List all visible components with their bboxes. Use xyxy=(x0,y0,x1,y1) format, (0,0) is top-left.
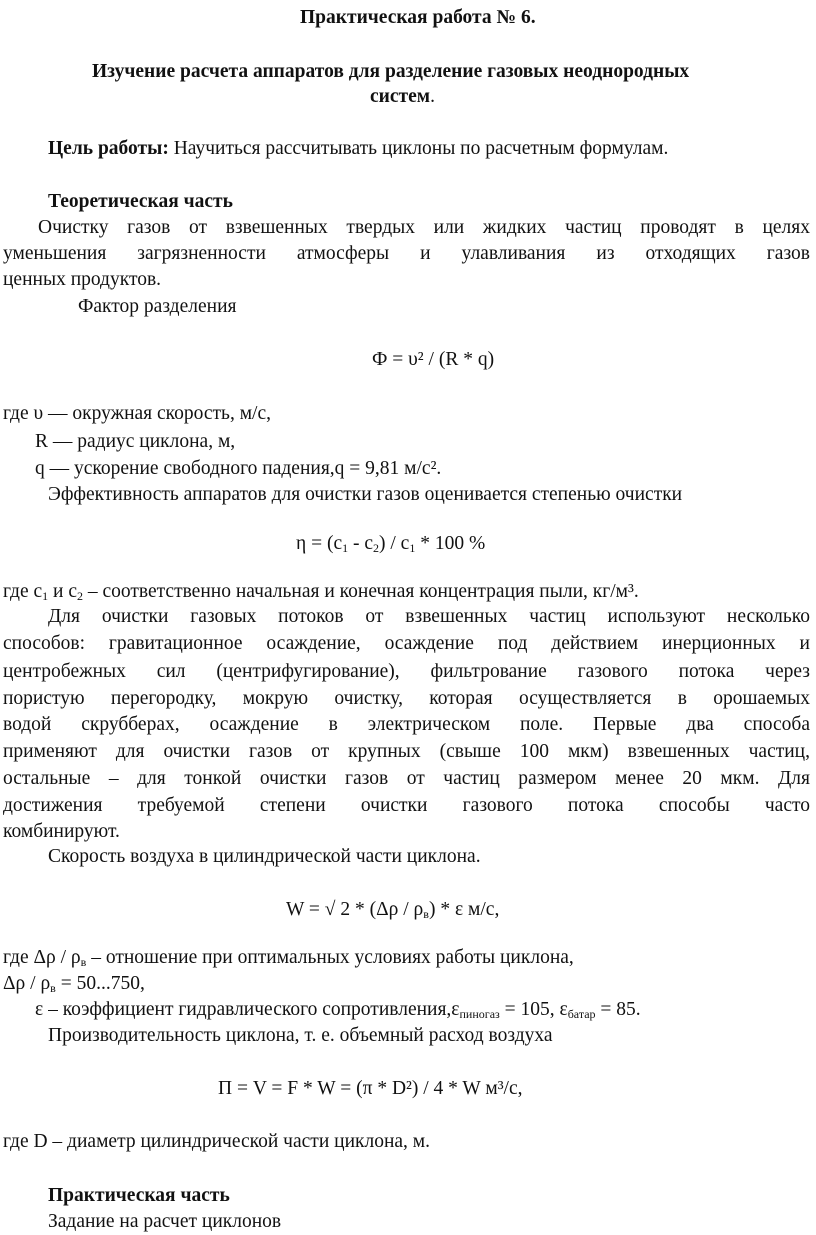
w3-l3c: = 85. xyxy=(595,999,641,1020)
practice-heading: Практическая часть xyxy=(48,1185,230,1206)
subtitle-line-2-end: . xyxy=(430,86,435,107)
theory-p1-line-2: уменьшения загрязненности атмосферы и улавливания из отходящих газов xyxy=(3,243,810,264)
efficiency-text: Эффективность аппаратов для очистки газов оценивается степенью очистки xyxy=(48,484,683,505)
f2-c: ) / c xyxy=(379,533,410,554)
f3-a: W = √ 2 * (Δρ / ρ xyxy=(286,899,424,920)
f2-b: - c xyxy=(348,533,373,554)
factor-label: Фактор разделения xyxy=(78,296,237,317)
productivity-text: Производительность циклона, т. е. объемный расход воздуха xyxy=(48,1025,553,1046)
f3-s1: в xyxy=(423,907,429,921)
where4-line: где D – диаметр цилиндрической части циклона, м. xyxy=(3,1131,431,1152)
theory-p2-line-9: комбинируют. xyxy=(3,821,120,842)
theory-p2-line-8: достижения требуемой степени очистки газового потока способы часто xyxy=(3,795,810,816)
subtitle-line-2-text: систем xyxy=(370,86,431,107)
where1-line-2: R — радиус циклона, м, xyxy=(35,431,236,452)
where3-line-1 xyxy=(3,944,574,971)
theory-p1-line-1: Очистку газов от взвешенных твердых или жидких частиц проводят в целях xyxy=(38,217,810,238)
w3-l1b: – отношение при оптимальных условиях работы циклона, xyxy=(86,947,574,968)
w2-s2: 2 xyxy=(76,589,83,603)
theory-p2-line-4: пористую перегородку, мокрую очистку, которая осуществляется в орошаемых xyxy=(3,688,810,709)
w3-l3s2: батар xyxy=(567,1007,596,1021)
theory-p2-line-2: способов: гравитационное осаждение, осаждение под действием инерционных и xyxy=(3,633,810,654)
theory-p2-line-6: применяют для очистки газов от крупных (свыше 100 мкм) взвешенных частиц, xyxy=(3,741,810,762)
subtitle-line-1: Изучение расчета аппаратов для разделение газовых неоднородных xyxy=(92,61,690,82)
w2-s1: 1 xyxy=(42,589,49,603)
formula-air-speed xyxy=(286,896,499,923)
f2-d: * 100 % xyxy=(415,533,486,554)
f3-b: ) * ε м/с, xyxy=(428,899,500,920)
where3-line-3 xyxy=(35,996,641,1023)
goal-text: Научиться рассчитывать циклоны по расчетным формулам. xyxy=(168,138,669,159)
where1-line-1: где υ — окружная скорость, м/с, xyxy=(3,403,271,424)
goal-line xyxy=(48,135,668,162)
f2-a: η = (c xyxy=(296,533,343,554)
f2-s3: 1 xyxy=(409,541,416,555)
w3-l3a: ε – коэффициент гидравлического сопротивления,ε xyxy=(35,999,460,1020)
formula-separation-factor: Ф = υ² / (R * q) xyxy=(372,349,495,370)
where2-line xyxy=(3,578,639,605)
f2-s1: 1 xyxy=(342,541,349,555)
w3-l1a: где Δρ / ρ xyxy=(3,947,81,968)
where3-line-2 xyxy=(3,970,145,997)
theory-p2-line-5: водой скрубберах, осаждение в электрическом поле. Первые два способа xyxy=(3,714,810,735)
w3-l2a: Δρ / ρ xyxy=(3,973,51,994)
w3-l1s: в xyxy=(80,955,87,969)
w3-l3s1: пиногаз xyxy=(459,1007,500,1021)
f2-s2: 2 xyxy=(373,541,379,555)
w2-c: – соответственно начальная и конечная концентрация пыли, кг/м³. xyxy=(82,581,639,602)
w3-l2s: в xyxy=(50,981,56,995)
page-title: Практическая работа № 6. xyxy=(300,7,536,28)
theory-p2-line-1: Для очистки газовых потоков от взвешенных частиц используют несколько xyxy=(48,606,810,627)
speed-text: Скорость воздуха в цилиндрической части циклона. xyxy=(48,846,481,867)
theory-p2-line-7: остальные – для тонкой очистки газов от частиц размером менее 20 мкм. Для xyxy=(3,768,810,789)
practice-task: Задание на расчет циклонов xyxy=(48,1211,282,1232)
subtitle-line-2 xyxy=(370,83,435,110)
formula-productivity: П = V = F * W = (π * D²) / 4 * W м³/с, xyxy=(218,1078,523,1099)
theory-heading: Теоретическая часть xyxy=(48,191,233,212)
theory-p1-line-3: ценных продуктов. xyxy=(3,269,162,290)
w3-l3b: = 105, ε xyxy=(499,999,568,1020)
formula-efficiency xyxy=(296,530,485,557)
w3-l2b: = 50...750, xyxy=(55,973,145,994)
w2-b: и c xyxy=(48,581,77,602)
w2-a: где c xyxy=(3,581,43,602)
theory-p2-line-3: центробежных сил (центрифугирование), фильтрование газового потока через xyxy=(3,661,810,682)
goal-label: Цель работы: xyxy=(48,138,169,159)
where1-line-3: q — ускорение свободного падения,q = 9,81 м/с². xyxy=(35,458,442,479)
